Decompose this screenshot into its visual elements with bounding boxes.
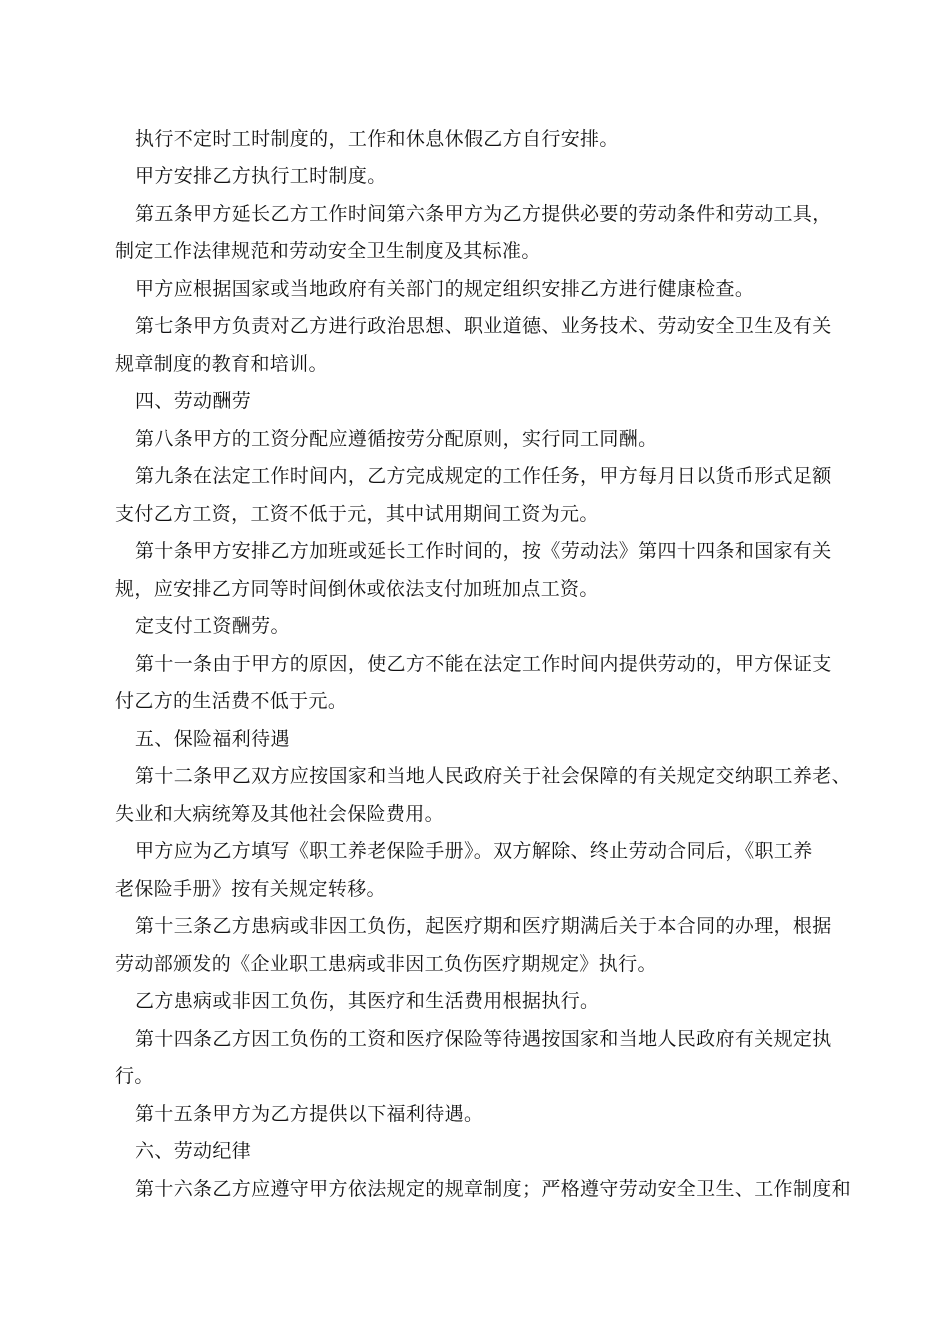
text-line: 第八条甲方的工资分配应遵循按劳分配原则，实行同工同酬。 — [135, 428, 658, 450]
text-line: 第十二条甲乙双方应按国家和当地人民政府关于社会保障的有关规定交纳职工养老、 — [135, 765, 851, 787]
text-line: 失业和大病统筹及其他社会保险费用。 — [115, 803, 444, 825]
text-line: 乙方患病或非因工负伤，其医疗和生活费用根据执行。 — [135, 990, 600, 1012]
section-heading: 四、劳动酬劳 — [135, 390, 252, 412]
text-line: 第十条甲方安排乙方加班或延长工作时间的，按《劳动法》第四十四条和国家有关 — [135, 540, 832, 562]
text-line: 甲方应为乙方填写《职工养老保险手册》。双方解除、终止劳动合同后，《职工养 — [135, 840, 813, 862]
section-heading: 六、劳动纪律 — [135, 1140, 252, 1162]
text-line: 付乙方的生活费不低于元。 — [115, 690, 348, 712]
text-line: 甲方安排乙方执行工时制度。 — [135, 165, 387, 187]
text-line: 第十四条乙方因工负伤的工资和医疗保险等待遇按国家和当地人民政府有关规定执 — [135, 1028, 832, 1050]
text-line: 第五条甲方延长乙方工作时间第六条甲方为乙方提供必要的劳动条件和劳动工具， — [135, 203, 832, 225]
text-line: 第十六条乙方应遵守甲方依法规定的规章制度；严格遵守劳动安全卫生、工作制度和 — [135, 1178, 851, 1200]
text-line: 规，应安排乙方同等时间倒休或依法支付加班加点工资。 — [115, 578, 599, 600]
text-line: 老保险手册》按有关规定转移。 — [115, 878, 386, 900]
section-heading: 五、保险福利待遇 — [135, 728, 290, 750]
text-line: 劳动部颁发的《企业职工患病或非因工负伤医疗期规定》执行。 — [115, 953, 657, 975]
text-line: 制定工作法律规范和劳动安全卫生制度及其标准。 — [115, 240, 541, 262]
text-line: 定支付工资酬劳。 — [135, 615, 290, 637]
text-line: 第十五条甲方为乙方提供以下福利待遇。 — [135, 1103, 484, 1125]
text-line: 第十一条由于甲方的原因，使乙方不能在法定工作时间内提供劳动的，甲方保证支 — [135, 653, 832, 675]
text-line: 第九条在法定工作时间内，乙方完成规定的工作任务，甲方每月日以货币形式足额 — [135, 465, 832, 487]
text-line: 行。 — [115, 1065, 154, 1087]
text-line: 第七条甲方负责对乙方进行政治思想、职业道德、业务技术、劳动安全卫生及有关 — [135, 315, 832, 337]
text-line: 执行不定时工时制度的，工作和休息休假乙方自行安排。 — [135, 128, 619, 150]
text-line: 第十三条乙方患病或非因工负伤，起医疗期和医疗期满后关于本合同的办理，根据 — [135, 915, 832, 937]
text-line: 甲方应根据国家或当地政府有关部门的规定组织安排乙方进行健康检查。 — [135, 278, 755, 300]
text-line: 支付乙方工资，工资不低于元，其中试用期间工资为元。 — [115, 503, 599, 525]
text-line: 规章制度的教育和培训。 — [115, 353, 328, 375]
